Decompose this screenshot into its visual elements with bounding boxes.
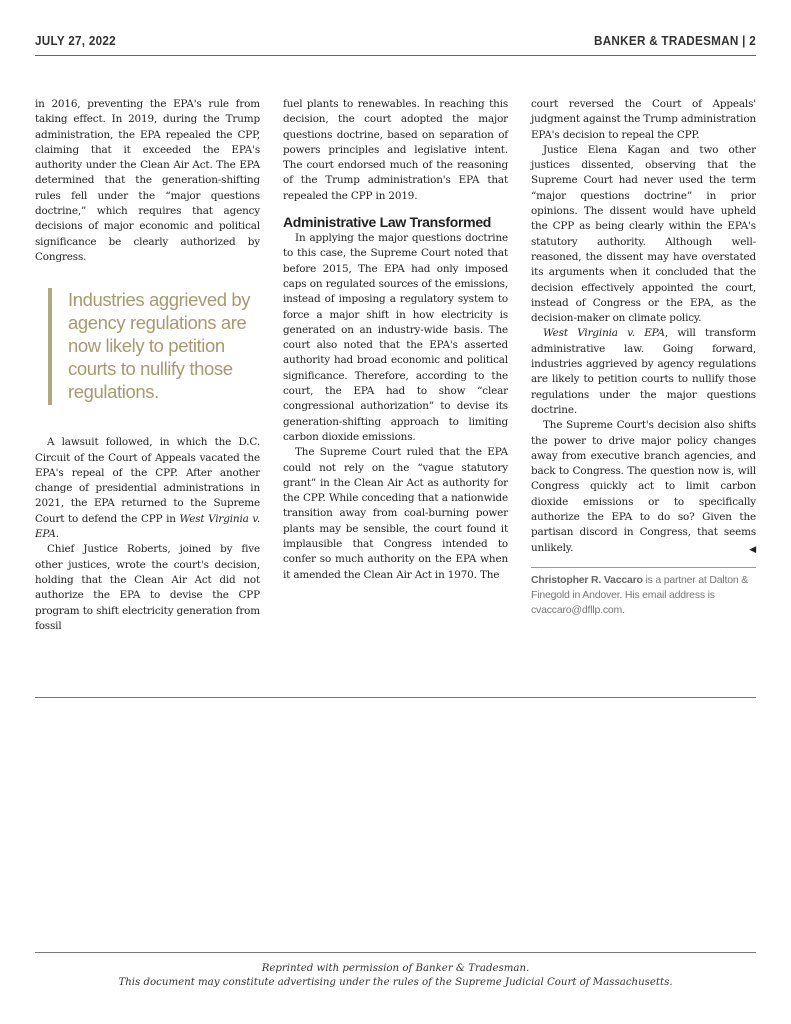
- footer-divider: [35, 952, 756, 953]
- paragraph-text: , will transform administrative law. Going forward, industries aggrieved by agency regulations are likely to petition courts to nullify those regulations under the major questions doctrine.: [531, 327, 756, 416]
- paragraph-text: The Supreme Court's decision also shifts the power to drive major policy changes away from executive branch agencies, and back to Congress. The question now is, will Congress quickly act to limit carbon dioxide emissions or to specifically authorize the EPA to do so? Given the partisan discord in Congress, that seems unlikely.: [531, 419, 756, 554]
- page-header: [35, 31, 756, 56]
- paragraph: fuel plants to renewables. In reaching this decision, the court adopted the major questions doctrine, based on separation of powers principles and legislative intent. The court endorsed much of the reasoning of the Trump administration's EPA that repealed the CPP in 2019.: [283, 98, 508, 202]
- case-name: West Virginia v. EPA: [543, 327, 665, 340]
- paragraph: court reversed the Court of Appeals' judgment against the Trump administration EPA's decision to repeal the CPP.: [531, 98, 756, 141]
- author-bio-text: is a partner at Dalton & Finegold in Andover. His email address is cvaccaro@dfllp.com.: [531, 573, 749, 616]
- article-column-3: [531, 97, 756, 618]
- end-mark-icon: ◀: [749, 544, 756, 555]
- issue-date: JULY 27, 2022: [35, 33, 116, 48]
- advertising-disclaimer: This document may constitute advertising under the rules of the Supreme Judicial Court of Massachusetts.: [118, 977, 673, 988]
- section-subhead: Administrative Law Transformed: [283, 214, 492, 231]
- author-bio: [531, 567, 756, 618]
- paragraph-text: A lawsuit followed, in which the D.C. Circuit of the Court of Appeals vacated the EPA's repeal of the CPP. After another change of presidential administrations in 2021, the EPA returned to the Supreme Court to defend the CPP in: [35, 436, 260, 525]
- paragraph: Chief Justice Roberts, joined by five other justices, wrote the court's decision, holding that the Clean Air Act did not authorize the EPA to devise the CPP program to shift electricity generation from fossil: [35, 543, 260, 632]
- publication-page-label: BANKER & TRADESMAN | 2: [594, 33, 756, 48]
- paragraph: [531, 418, 756, 556]
- reprint-notice: Reprinted with permission of Banker & Tradesman.: [261, 963, 530, 974]
- paragraph: [35, 435, 260, 542]
- divider: [35, 697, 756, 698]
- paragraph: In applying the major questions doctrine to this case, the Supreme Court noted that before 2015, The EPA had only imposed caps on regulated sources of the emissions, instead of imposing a regulatory system to force a major shift in how electricity is generated on an industry-wide basis. The court also noted that the EPA's asserted authority had broad economic and political significance. Therefore, according to the court, the EPA had to show “clear congressional authorization” to devise its generation-shifting approach to limiting carbon dioxide emissions.: [283, 232, 508, 443]
- paragraph: Justice Elena Kagan and two other justices dissented, observing that the Supreme Court had never used the term “major questions doctrine” in prior opinions. The dissent would have upheld the CPP as being clearly within the EPA's statutory authority. Although well-reasoned, the dissent may have overstated its arguments when it concluded that the decision effectively appointed the court, instead of Congress or the EPA, as the decision-maker on climate policy.: [531, 143, 756, 325]
- paragraph-text: .: [55, 528, 59, 541]
- pull-quote: Industries aggrieved by agency regulations are now likely to petition courts to nullify those regulations.: [48, 288, 260, 405]
- article-column-2: [283, 97, 508, 583]
- page-footer: [35, 962, 756, 990]
- paragraph: [531, 326, 756, 418]
- author-name: Christopher R. Vaccaro: [531, 573, 643, 586]
- article-column-1: [35, 97, 260, 634]
- paragraph: in 2016, preventing the EPA's rule from taking effect. In 2019, during the Trump administration, the EPA repealed the CPP, claiming that it exceeded the EPA's authority under the Clean Air Act. The EPA determined that the generation-shifting rules fell under the “major questions doctrine,” which requires that agency decisions of major economic and political significance be clearly authorized by Congress.: [35, 98, 260, 263]
- paragraph: The Supreme Court ruled that the EPA could not rely on the “vague statutory grant” in the Clean Air Act as authority for the CPP. While conceding that a nationwide transition away from coal-burning power plants may be sensible, the court found it implausible that Congress intended to confer so much authority on the EPA when it amended the Clean Air Act in 1970. The: [283, 446, 508, 581]
- case-name: West Virginia v. EPA: [35, 512, 260, 541]
